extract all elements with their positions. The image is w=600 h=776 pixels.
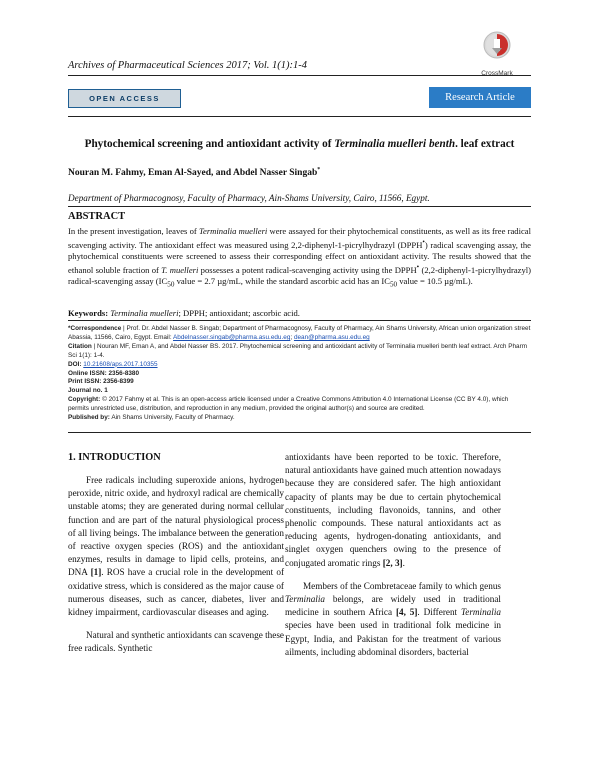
email-link[interactable]: Abdelnasser.singab@pharma.asu.edu.eg <box>173 333 291 341</box>
header-rule-2 <box>68 116 531 117</box>
affiliation-rule <box>68 206 531 207</box>
body-column-left <box>68 474 284 656</box>
email-link-2[interactable]: dean@pharma.asu.edu.eg <box>293 333 370 341</box>
journal-citation: Archives of Pharmaceutical Sciences 2017; Vol. 1(1):1-4 <box>68 60 307 71</box>
info-rule <box>68 432 531 433</box>
open-access-badge[interactable]: OPEN ACCESS <box>68 89 181 108</box>
abstract-body: In the present investigation, leaves of Terminalia muelleri were assayed for their phytochemical constituents, as well as its free radical scavenging activity. The antioxidant effect was measured using 2,2-diphenyl-1-picrylhydrazyl (DPPH•) radical scavenging assay, the phytochemical constituents were screened to assess their corresponding effect on antioxidant activity. The results showed that the ethanol soluble fraction of T. muelleri possesses a potent radical-scavenging activity using the DPPH• (2,2-diphenyl-1-picrylhydrazyl) radical-scavenging assay ($IC_{50}$ value = 2.7 µg/mL, while the standard ascorbic acid has an $IC_{50}$ value = 10.5 µg/mL). <box>68 226 532 289</box>
article-title: Phytochemical screening and antioxidant activity of Terminalia muelleri benth. leaf extract <box>84 138 515 150</box>
crossmark-icon <box>482 30 512 64</box>
body-column-right <box>285 451 501 659</box>
print-issn: Print ISSN: 2356-8399 <box>68 378 134 386</box>
section-heading-introduction: 1. INTRODUCTION <box>68 452 161 463</box>
citation-ref: [1] <box>90 567 102 578</box>
citation-ref: [2, 3] <box>382 557 403 568</box>
citation-ref: [4, 5] <box>395 607 418 618</box>
publisher: Published by: Ain Shams University, Faculty of Pharmacy. <box>68 414 235 422</box>
journal-number: Journal no. 1 <box>68 387 108 395</box>
online-issn: Online ISSN: 2356-8380 <box>68 369 140 377</box>
citation: Citation | Nouran MF, Eman A, and Abdel Nasser BS. 2017. Phytochemical screening and antioxidant activity of Terminalia muelleri benth leaf extract. Arch Pharm Sci 1(1): 1-4. <box>68 342 528 359</box>
correspondence: *Correspondence | Prof. Dr. Abdel Nasser B. Singab; Department of Pharmacognosy, Faculty of Pharmacy, Ain Shams University, African union organization street Abassia, 11566, Cairo, Egypt. Email: Abdelnasser.singab@pharma.asu.edu.eg; dean@pharma.asu.edu.eg <box>68 325 531 341</box>
keywords-rule <box>68 320 531 321</box>
paragraph: Natural and synthetic antioxidants can scavenge these free radicals. Synthetic <box>68 630 284 654</box>
article-info <box>68 325 531 423</box>
paragraph: Free radicals including superoxide anions, hydrogen peroxide, nitric oxide, and hydroxyl radical are chemically unstable atoms; they are generated during normal cellular function and are part of the natural physiological process of all living beings. The imbalance between the generation of reactive oxygen species (ROS) and the antioxidant enzymes, results in damage to lipid cells, proteins, and DNA [1]. ROS have a crucial role in the development of oxidative stress, which is considered as the major cause of numerous diseases, such as cancer, diabetes, liver and kidney impairment, cardiovascular diseases and aging. <box>68 475 285 618</box>
author-list: Nouran M. Fahmy, Eman Al-Sayed, and Abdel Nasser Singab* <box>68 167 321 179</box>
doi-link[interactable]: 10.21608/aps.2017.10355 <box>83 360 158 368</box>
copyright: Copyright: © 2017 Fahmy et al. This is an open-access article licensed under a Creative Commons Attribution 4.0 International License (CC BY 4.0), which permits unrestricted use, distribution, and reproduction in any medium, provided the original author(s) and source are credited. <box>68 396 509 413</box>
affiliation: Department of Pharmacognosy, Faculty of Pharmacy, Ain-Shams University, Cairo, 11566, Egypt. <box>68 193 430 203</box>
abstract-heading: ABSTRACT <box>68 211 126 222</box>
paragraph: Members of the Combretaceae family to which genus Terminalia belongs, are widely used in traditional medicine in southern Africa [4, 5]. Different Terminalia species have been used in traditional folk medicine in Egypt, India, and Pakistan for the treatment of various ailments, including abdominal disorders, bacterial <box>285 580 501 657</box>
crossmark-label: CrossMark <box>481 70 513 77</box>
crossmark-logo[interactable] <box>476 30 518 77</box>
header-rule <box>68 75 531 76</box>
doi: DOI: 10.21608/aps.2017.10355 <box>68 360 158 368</box>
article-type-badge: Research Article <box>429 87 531 108</box>
paragraph: antioxidants have been reported to be toxic. Therefore, natural antioxidants have gained much attention nowadays because they are considered safer. The high antioxidant capacity of plants may be due to certain phytochemical constituents, including flavonoids, tannins, and other phenolic compounds. These natural antioxidants act as reducing agents, hydrogen-donating antioxidants, and singlet oxygen quenchers owing to the presence of conjugated aromatic rings [2, 3]. <box>285 452 501 568</box>
keywords: Keywords: Terminalia muelleri; DPPH; antioxidant; ascorbic acid. <box>68 308 300 318</box>
